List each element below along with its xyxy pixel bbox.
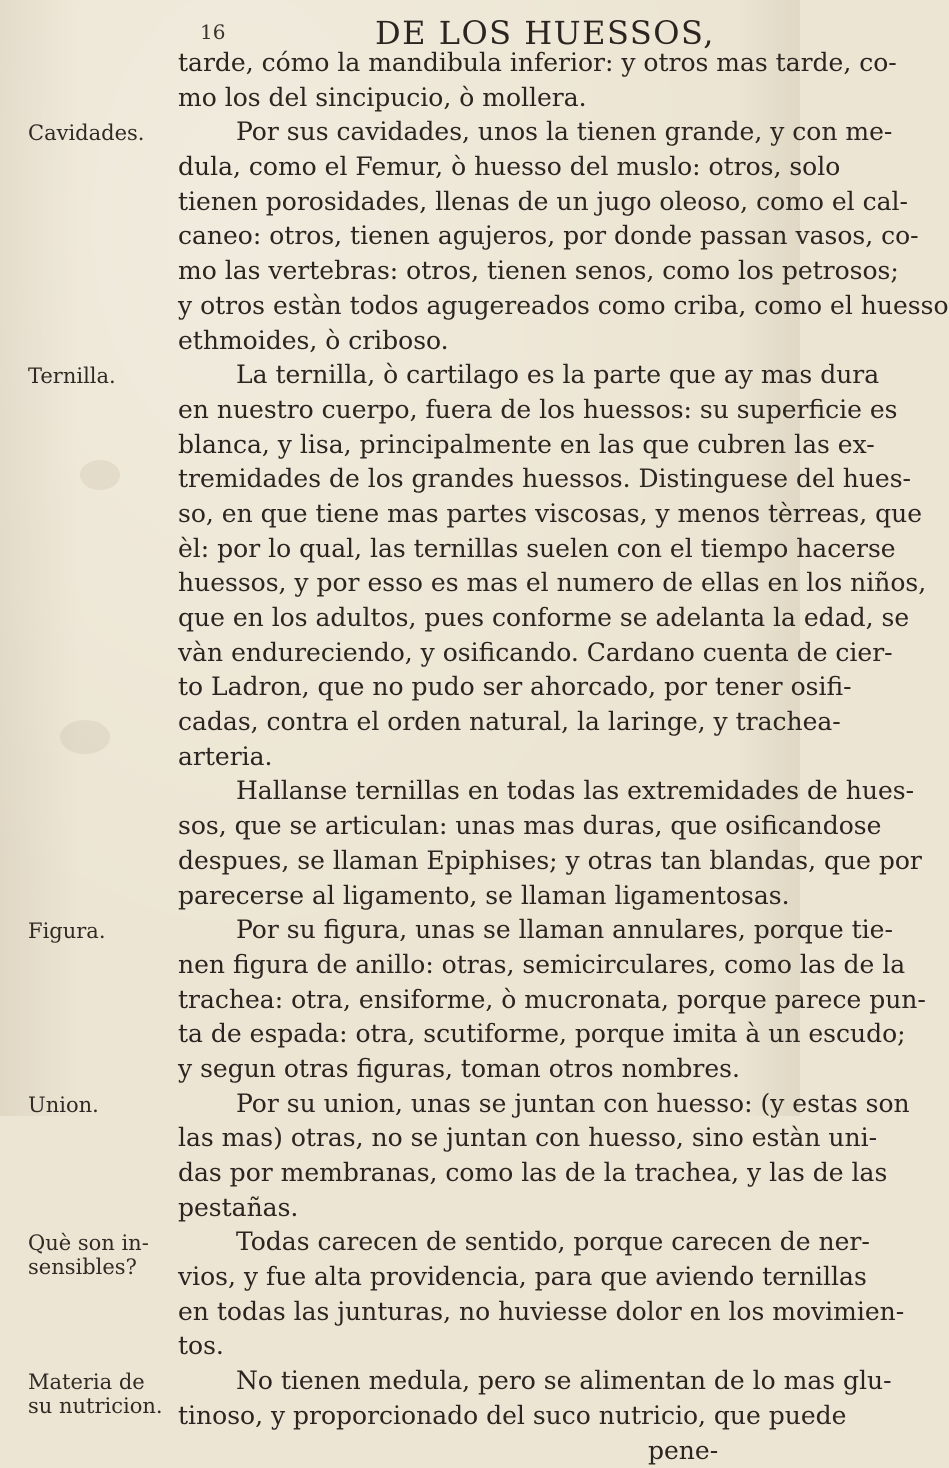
margin-note-materia-1: Materia de — [28, 1370, 145, 1394]
paragraph-start: Por su figura, unas se llaman annulares, porque tie- — [178, 913, 778, 948]
text-line: cadas, contra el orden natural, la laringe, y trachea- — [178, 705, 778, 740]
text-line: tos. — [178, 1329, 778, 1364]
text-line: ta de espada: otra, scutiforme, porque imita à un escudo; — [178, 1017, 778, 1052]
paragraph-start: Por sus cavidades, unos la tienen grande, y con me- — [178, 115, 778, 150]
text-line: pestañas. — [178, 1191, 778, 1226]
text-line: despues, se llaman Epiphises; y otras tan blandas, que por — [178, 844, 778, 879]
text-line: en nuestro cuerpo, fuera de los huessos: su superficie es — [178, 393, 778, 428]
catchword: pene- — [178, 1434, 778, 1468]
text-line: que en los adultos, pues conforme se adelanta la edad, se — [178, 601, 778, 636]
text-line: las mas) otras, no se juntan con huesso, sino estàn uni- — [178, 1121, 778, 1156]
text-line: tremidades de los grandes huessos. Distinguese del hues- — [178, 462, 778, 497]
text-line: ethmoides, ò criboso. — [178, 324, 778, 359]
text-line: èl: por lo qual, las ternillas suelen con el tiempo hacerse — [178, 532, 778, 567]
text-line: parecerse al ligamento, se llaman ligamentosas. — [178, 879, 778, 914]
margin-note-ternilla: Ternilla. — [28, 364, 116, 388]
text-line: dula, como el Femur, ò huesso del muslo: otros, solo — [178, 150, 778, 185]
text-line: vàn endureciendo, y osificando. Cardano cuenta de cier- — [178, 636, 778, 671]
text-line: nen figura de anillo: otras, semicirculares, como las de la — [178, 948, 778, 983]
margin-note-materia-2: su nutricion. — [28, 1394, 163, 1418]
text-line: huessos, y por esso es mas el numero de ellas en los niños, — [178, 566, 778, 601]
text-line: y segun otras figuras, toman otros nombres. — [178, 1052, 778, 1087]
text-line: vios, y fue alta providencia, para que aviendo ternillas — [178, 1260, 778, 1295]
text-line: tinoso, y proporcionado del suco nutricio, que puede — [178, 1399, 778, 1434]
text-line: sos, que se articulan: unas mas duras, que osificandose — [178, 809, 778, 844]
running-head: DE LOS HUESSOS, — [375, 14, 715, 52]
paragraph-start: La ternilla, ò cartilago es la parte que ay mas dura — [178, 358, 778, 393]
paragraph-start: Por su union, unas se juntan con huesso: (y estas son — [178, 1087, 778, 1122]
text-line: trachea: otra, ensiforme, ò mucronata, porque parece pun- — [178, 983, 778, 1018]
text-line: blanca, y lisa, principalmente en las que cubren las ex- — [178, 428, 778, 463]
margin-note-insensibles-1: Què son in- — [28, 1231, 149, 1255]
margin-note-union: Union. — [28, 1093, 99, 1117]
text-line: das por membranas, como las de la trachea, y las de las — [178, 1156, 778, 1191]
paragraph-start: Hallanse ternillas en todas las extremidades de hues- — [178, 774, 778, 809]
margin-note-insensibles-2: sensibles? — [28, 1255, 137, 1279]
margin-note-cavidades: Cavidades. — [28, 121, 144, 145]
paragraph-start: Todas carecen de sentido, porque carecen de ner- — [178, 1225, 778, 1260]
margin-notes — [0, 0, 170, 1116]
text-line: to Ladron, que no pudo ser ahorcado, por tener osifi- — [178, 670, 778, 705]
text-line: y otros estàn todos agugereados como criba, como el huesso — [178, 289, 778, 324]
text-line: tienen porosidades, llenas de un jugo oleoso, como el cal- — [178, 185, 778, 220]
text-line: arteria. — [178, 740, 778, 775]
text-line: en todas las junturas, no huviesse dolor en los movimien- — [178, 1295, 778, 1330]
text-line: so, en que tiene mas partes viscosas, y menos tèrreas, que — [178, 497, 778, 532]
body-text — [178, 46, 778, 1468]
text-line: mo los del sincipucio, ò mollera. — [178, 81, 778, 116]
text-line: mo las vertebras: otros, tienen senos, como los petrosos; — [178, 254, 778, 289]
text-line: tarde, cómo la mandibula inferior: y otros mas tarde, co- — [178, 46, 778, 81]
paragraph-start: No tienen medula, pero se alimentan de lo mas glu- — [178, 1364, 778, 1399]
text-line: caneo: otros, tienen agujeros, por donde passan vasos, co- — [178, 219, 778, 254]
page-number: 16 — [200, 20, 225, 44]
margin-note-figura: Figura. — [28, 919, 106, 943]
